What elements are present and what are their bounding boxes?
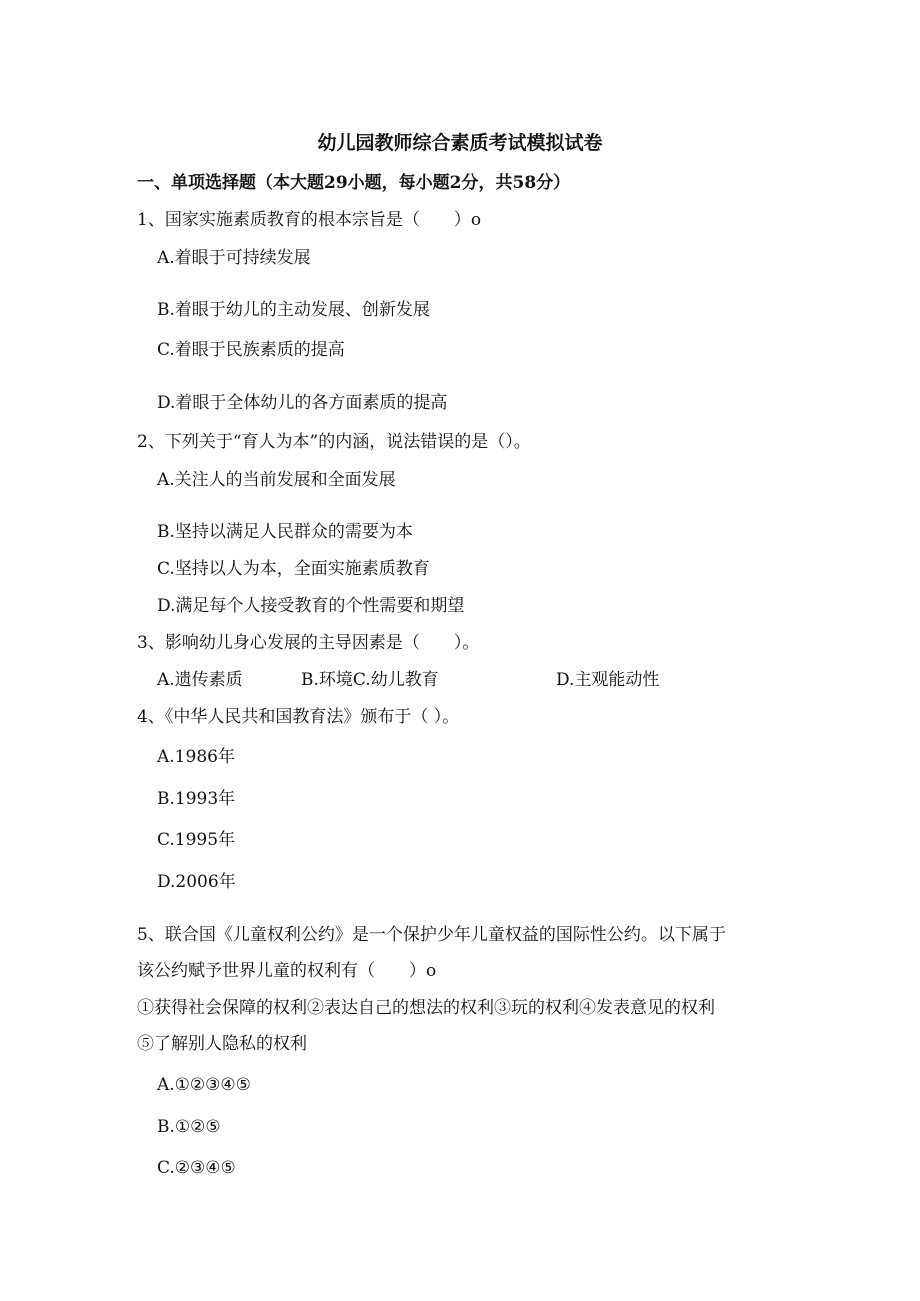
- question-1-option-c: C.着眼于民族素质的提高: [157, 340, 345, 360]
- question-1-option-b: B.着眼于幼儿的主动发展、创新发展: [157, 300, 430, 320]
- question-4-option-b: B.1993年: [157, 789, 236, 809]
- question-5-stem-line-2: 该公约赋予世界儿童的权利有（ ）o: [137, 961, 437, 981]
- question-4-option-c: C.1995年: [157, 830, 236, 850]
- question-2-option-d: D.满足每个人接受教育的个性需要和期望: [157, 596, 465, 616]
- question-2-option-c: C.坚持以人为本，全面实施素质教育: [157, 559, 430, 579]
- question-5-items-line-1: ①获得社会保障的权利②表达自己的想法的权利③玩的权利④发表意见的权利: [137, 998, 715, 1018]
- section-heading: 一、单项选择题（本大题29小题，每小题2分，共58分）: [137, 173, 571, 193]
- question-5-items-line-2: ⑤了解别人隐私的权利: [137, 1034, 307, 1054]
- question-1-option-d: D.着眼于全体幼儿的各方面素质的提高: [157, 393, 448, 413]
- question-5-option-b: B.①②⑤: [157, 1117, 221, 1137]
- question-5-stem-line-1: 5、联合国《儿童权利公约》是一个保护少年儿童权益的国际性公约。以下属于: [137, 925, 726, 945]
- question-4-option-d: D.2006年: [157, 872, 236, 892]
- question-3-option-bc: B.环境C.幼儿教育: [301, 670, 439, 690]
- question-2-option-a: A.关注人的当前发展和全面发展: [157, 470, 396, 490]
- question-2-option-b: B.坚持以满足人民群众的需要为本: [157, 522, 413, 542]
- question-5-option-a: A.①②③④⑤: [157, 1075, 251, 1095]
- question-3-stem: 3、影响幼儿身心发展的主导因素是（ ）。: [137, 633, 480, 653]
- question-2-stem: 2、下列关于“育人为本”的内涵，说法错误的是（）。: [137, 432, 531, 452]
- question-5-option-c: C.②③④⑤: [157, 1158, 236, 1178]
- question-1-stem: 1、国家实施素质教育的根本宗旨是（ ）o: [137, 210, 482, 230]
- question-4-option-a: A.1986年: [157, 747, 235, 767]
- question-3-option-d: D.主观能动性: [556, 670, 660, 690]
- page-title: 幼儿园教师综合素质考试模拟试卷: [317, 132, 603, 154]
- question-1-option-a: A.着眼于可持续发展: [157, 248, 311, 268]
- question-3-option-a: A.遗传素质: [157, 670, 243, 690]
- question-4-stem: 4、《中华人民共和国教育法》颁布于（ ）。: [137, 707, 460, 727]
